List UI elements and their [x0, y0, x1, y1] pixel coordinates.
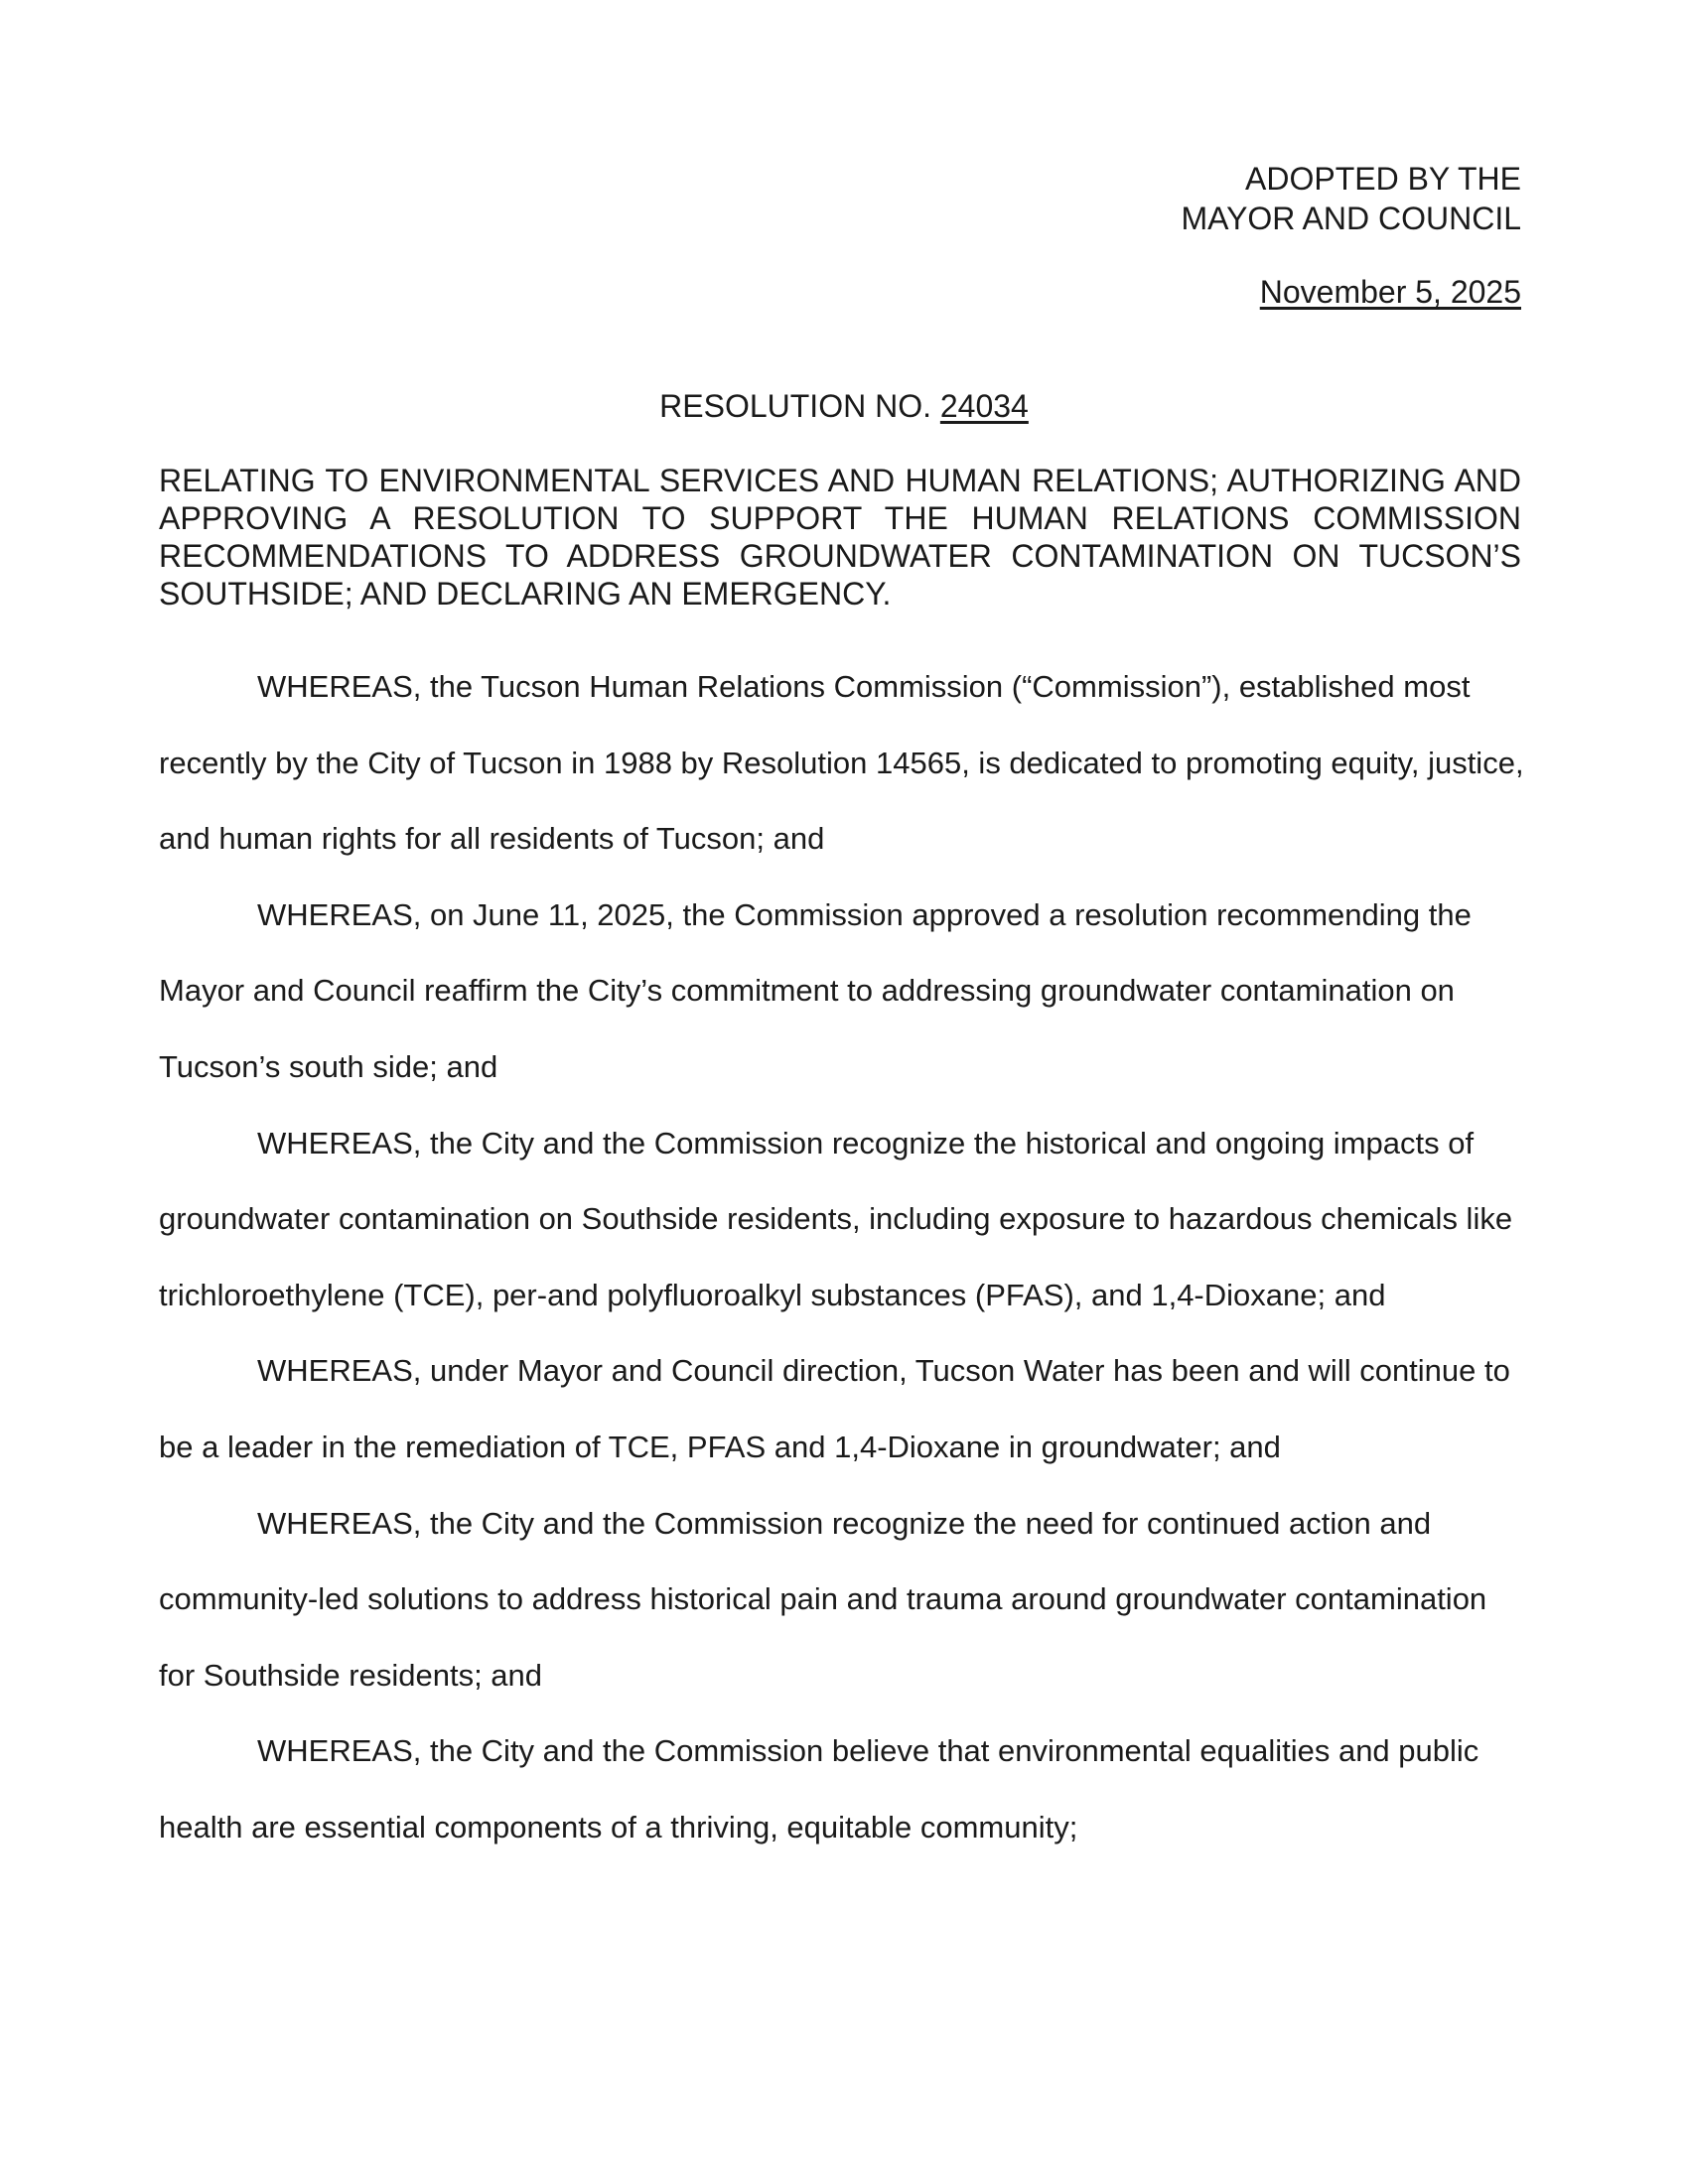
adopted-line-1: ADOPTED BY THE [1245, 161, 1521, 197]
adopted-date: November 5, 2025 [1259, 274, 1521, 310]
resolution-number-heading [0, 386, 1688, 426]
resolution-caption: RELATING TO ENVIRONMENTAL SERVICES AND HUMAN RELATIONS; AUTHORIZING AND APPROVING A RESOLUTION TO SUPPORT THE HUMAN RELATIONS COMMISSION RECOMMENDATIONS TO ADDRESS GROUNDWATER CONTAMINATION ON TUCSON’S SOUTHSIDE; AND DECLARING AN EMERGENCY. [159, 463, 1521, 612]
whereas-paragraph-5: WHEREAS, the City and the Commission recognize the need for continued action and community-led solutions to address historical pain and trauma around groundwater contamination for Southside residents; and [159, 1505, 1487, 1693]
resolution-body [159, 649, 1529, 1866]
whereas-paragraph-4: WHEREAS, under Mayor and Council direction, Tucson Water has been and will continue to be a leader in the remediation of TCE, PFAS and 1,4-Dioxane in groundwater; and [159, 1353, 1510, 1464]
whereas-paragraph-6: WHEREAS, the City and the Commission believe that environmental equalities and public health are essential components of a thriving, equitable community; [159, 1733, 1479, 1844]
adoption-block [1181, 159, 1521, 238]
whereas-paragraph-3: WHEREAS, the City and the Commission recognize the historical and ongoing impacts of groundwater contamination on Southside residents, including exposure to hazardous chemicals like trichloroethylene (TCE), per-and polyfluoroalkyl substances (PFAS), and 1,4-Dioxane; and [159, 1125, 1513, 1312]
whereas-paragraph-1: WHEREAS, the Tucson Human Relations Commission (“Commission”), established most recently by the City of Tucson in 1988 by Resolution 14565, is dedicated to promoting equity, justice, and human rights for all residents of Tucson; and [159, 669, 1524, 857]
whereas-paragraph-2: WHEREAS, on June 11, 2025, the Commission approved a resolution recommending the Mayor and Council reaffirm the City’s commitment to addressing groundwater contamination on Tucson’s south side; and [159, 896, 1472, 1084]
adopted-line-2: MAYOR AND COUNCIL [1181, 201, 1521, 236]
resolution-number: 24034 [939, 388, 1029, 424]
resolution-label: RESOLUTION NO. [659, 388, 931, 424]
